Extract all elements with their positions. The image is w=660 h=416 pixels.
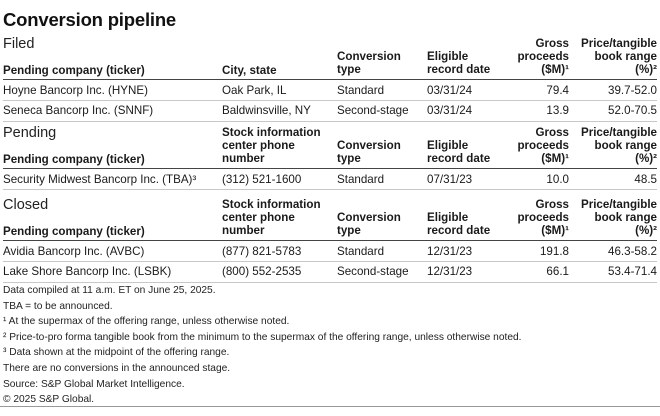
company-header: Pending company (ticker) bbox=[3, 64, 145, 77]
closed-section bbox=[3, 197, 657, 283]
city-state-header: City, state bbox=[222, 64, 277, 77]
type-cell: Second-stage bbox=[337, 104, 409, 117]
section-label-filed: Filed bbox=[3, 36, 35, 52]
bottom-rule bbox=[0, 406, 660, 407]
conversion-type-header: Conversion type bbox=[337, 50, 401, 76]
company-header: Pending company (ticker) bbox=[3, 225, 145, 238]
header-rule bbox=[3, 79, 657, 80]
note-no-conversions: There are no conversions in the announced stage. bbox=[3, 362, 231, 374]
type-cell: Standard bbox=[337, 245, 385, 258]
proceeds-cell: 13.9 bbox=[546, 104, 569, 117]
row-divider bbox=[3, 100, 657, 101]
phone-header: Stock information center phone number bbox=[222, 198, 321, 237]
phone-cell: (800) 552-2535 bbox=[222, 265, 302, 278]
row-divider bbox=[3, 121, 657, 122]
header-rule bbox=[3, 240, 657, 241]
conversion-type-header: Conversion type bbox=[337, 139, 401, 165]
gross-header: Gross proceeds ($M)¹ bbox=[517, 37, 569, 76]
proceeds-cell: 191.8 bbox=[539, 245, 569, 258]
header-rule bbox=[3, 168, 657, 169]
range-cell: 46.3-58.2 bbox=[608, 245, 657, 258]
note-footnote-3: ³ Data shown at the midpoint of the offering range. bbox=[3, 347, 230, 359]
company-header: Pending company (ticker) bbox=[3, 153, 145, 166]
note-tba: TBA = to be announced. bbox=[3, 300, 113, 312]
eligible-date-header: Eligible record date bbox=[427, 50, 491, 76]
phone-cell: (877) 821-5783 bbox=[222, 245, 302, 258]
proceeds-cell: 10.0 bbox=[546, 173, 569, 186]
price-header: Price/tangible book range (%)² bbox=[580, 37, 657, 76]
page-title: Conversion pipeline bbox=[3, 9, 177, 30]
section-label-closed: Closed bbox=[3, 197, 49, 213]
phone-cell: (312) 521-1600 bbox=[222, 173, 302, 186]
note-source: Source: S&P Global Market Intelligence. bbox=[3, 378, 185, 390]
note-footnote-1: ¹ At the supermax of the offering range, unless otherwise noted. bbox=[3, 316, 290, 328]
location-cell: Oak Park, IL bbox=[222, 84, 287, 97]
date-cell: 12/31/23 bbox=[427, 265, 473, 278]
location-cell: Baldwinsville, NY bbox=[222, 104, 311, 117]
date-cell: 07/31/23 bbox=[427, 173, 473, 186]
note-copyright: © 2025 S&P Global. bbox=[3, 394, 95, 406]
eligible-date-header: Eligible record date bbox=[427, 211, 491, 237]
range-cell: 39.7-52.0 bbox=[608, 84, 657, 97]
range-cell: 53.4-71.4 bbox=[608, 265, 657, 278]
note-footnote-2: ² Price-to-pro forma tangible book from the minimum to the supermax of the offering range, unless otherwise noted. bbox=[3, 331, 522, 343]
proceeds-cell: 79.4 bbox=[546, 84, 569, 97]
gross-header: Gross proceeds ($M)¹ bbox=[517, 198, 569, 237]
company-cell: Lake Shore Bancorp Inc. (LSBK) bbox=[3, 265, 172, 278]
section-label-pending: Pending bbox=[3, 125, 57, 141]
filed-section bbox=[3, 36, 657, 122]
date-cell: 12/31/23 bbox=[427, 245, 473, 258]
conversion-type-header: Conversion type bbox=[337, 211, 401, 237]
eligible-date-header: Eligible record date bbox=[427, 139, 491, 165]
range-cell: 48.5 bbox=[634, 173, 657, 186]
footnotes bbox=[3, 283, 522, 408]
gross-header: Gross proceeds ($M)¹ bbox=[517, 126, 569, 165]
phone-header: Stock information center phone number bbox=[222, 126, 321, 165]
company-cell: Security Midwest Bancorp Inc. (TBA)³ bbox=[3, 173, 197, 186]
company-cell: Seneca Bancorp Inc. (SNNF) bbox=[3, 104, 154, 117]
date-cell: 03/31/24 bbox=[427, 104, 473, 117]
range-cell: 52.0-70.5 bbox=[608, 104, 657, 117]
price-header: Price/tangible book range (%)² bbox=[580, 126, 657, 165]
type-cell: Second-stage bbox=[337, 265, 409, 278]
row-divider bbox=[3, 261, 657, 262]
date-cell: 03/31/24 bbox=[427, 84, 473, 97]
proceeds-cell: 66.1 bbox=[546, 265, 569, 278]
note-data-compiled: Data compiled at 11 a.m. ET on June 25, 2025. bbox=[3, 285, 216, 296]
row-divider bbox=[3, 189, 657, 190]
type-cell: Standard bbox=[337, 173, 385, 186]
company-cell: Avidia Bancorp Inc. (AVBC) bbox=[3, 245, 145, 258]
company-cell: Hoyne Bancorp Inc. (HYNE) bbox=[3, 84, 148, 97]
price-header: Price/tangible book range (%)² bbox=[580, 198, 657, 237]
pending-section bbox=[3, 125, 657, 191]
type-cell: Standard bbox=[337, 84, 385, 97]
